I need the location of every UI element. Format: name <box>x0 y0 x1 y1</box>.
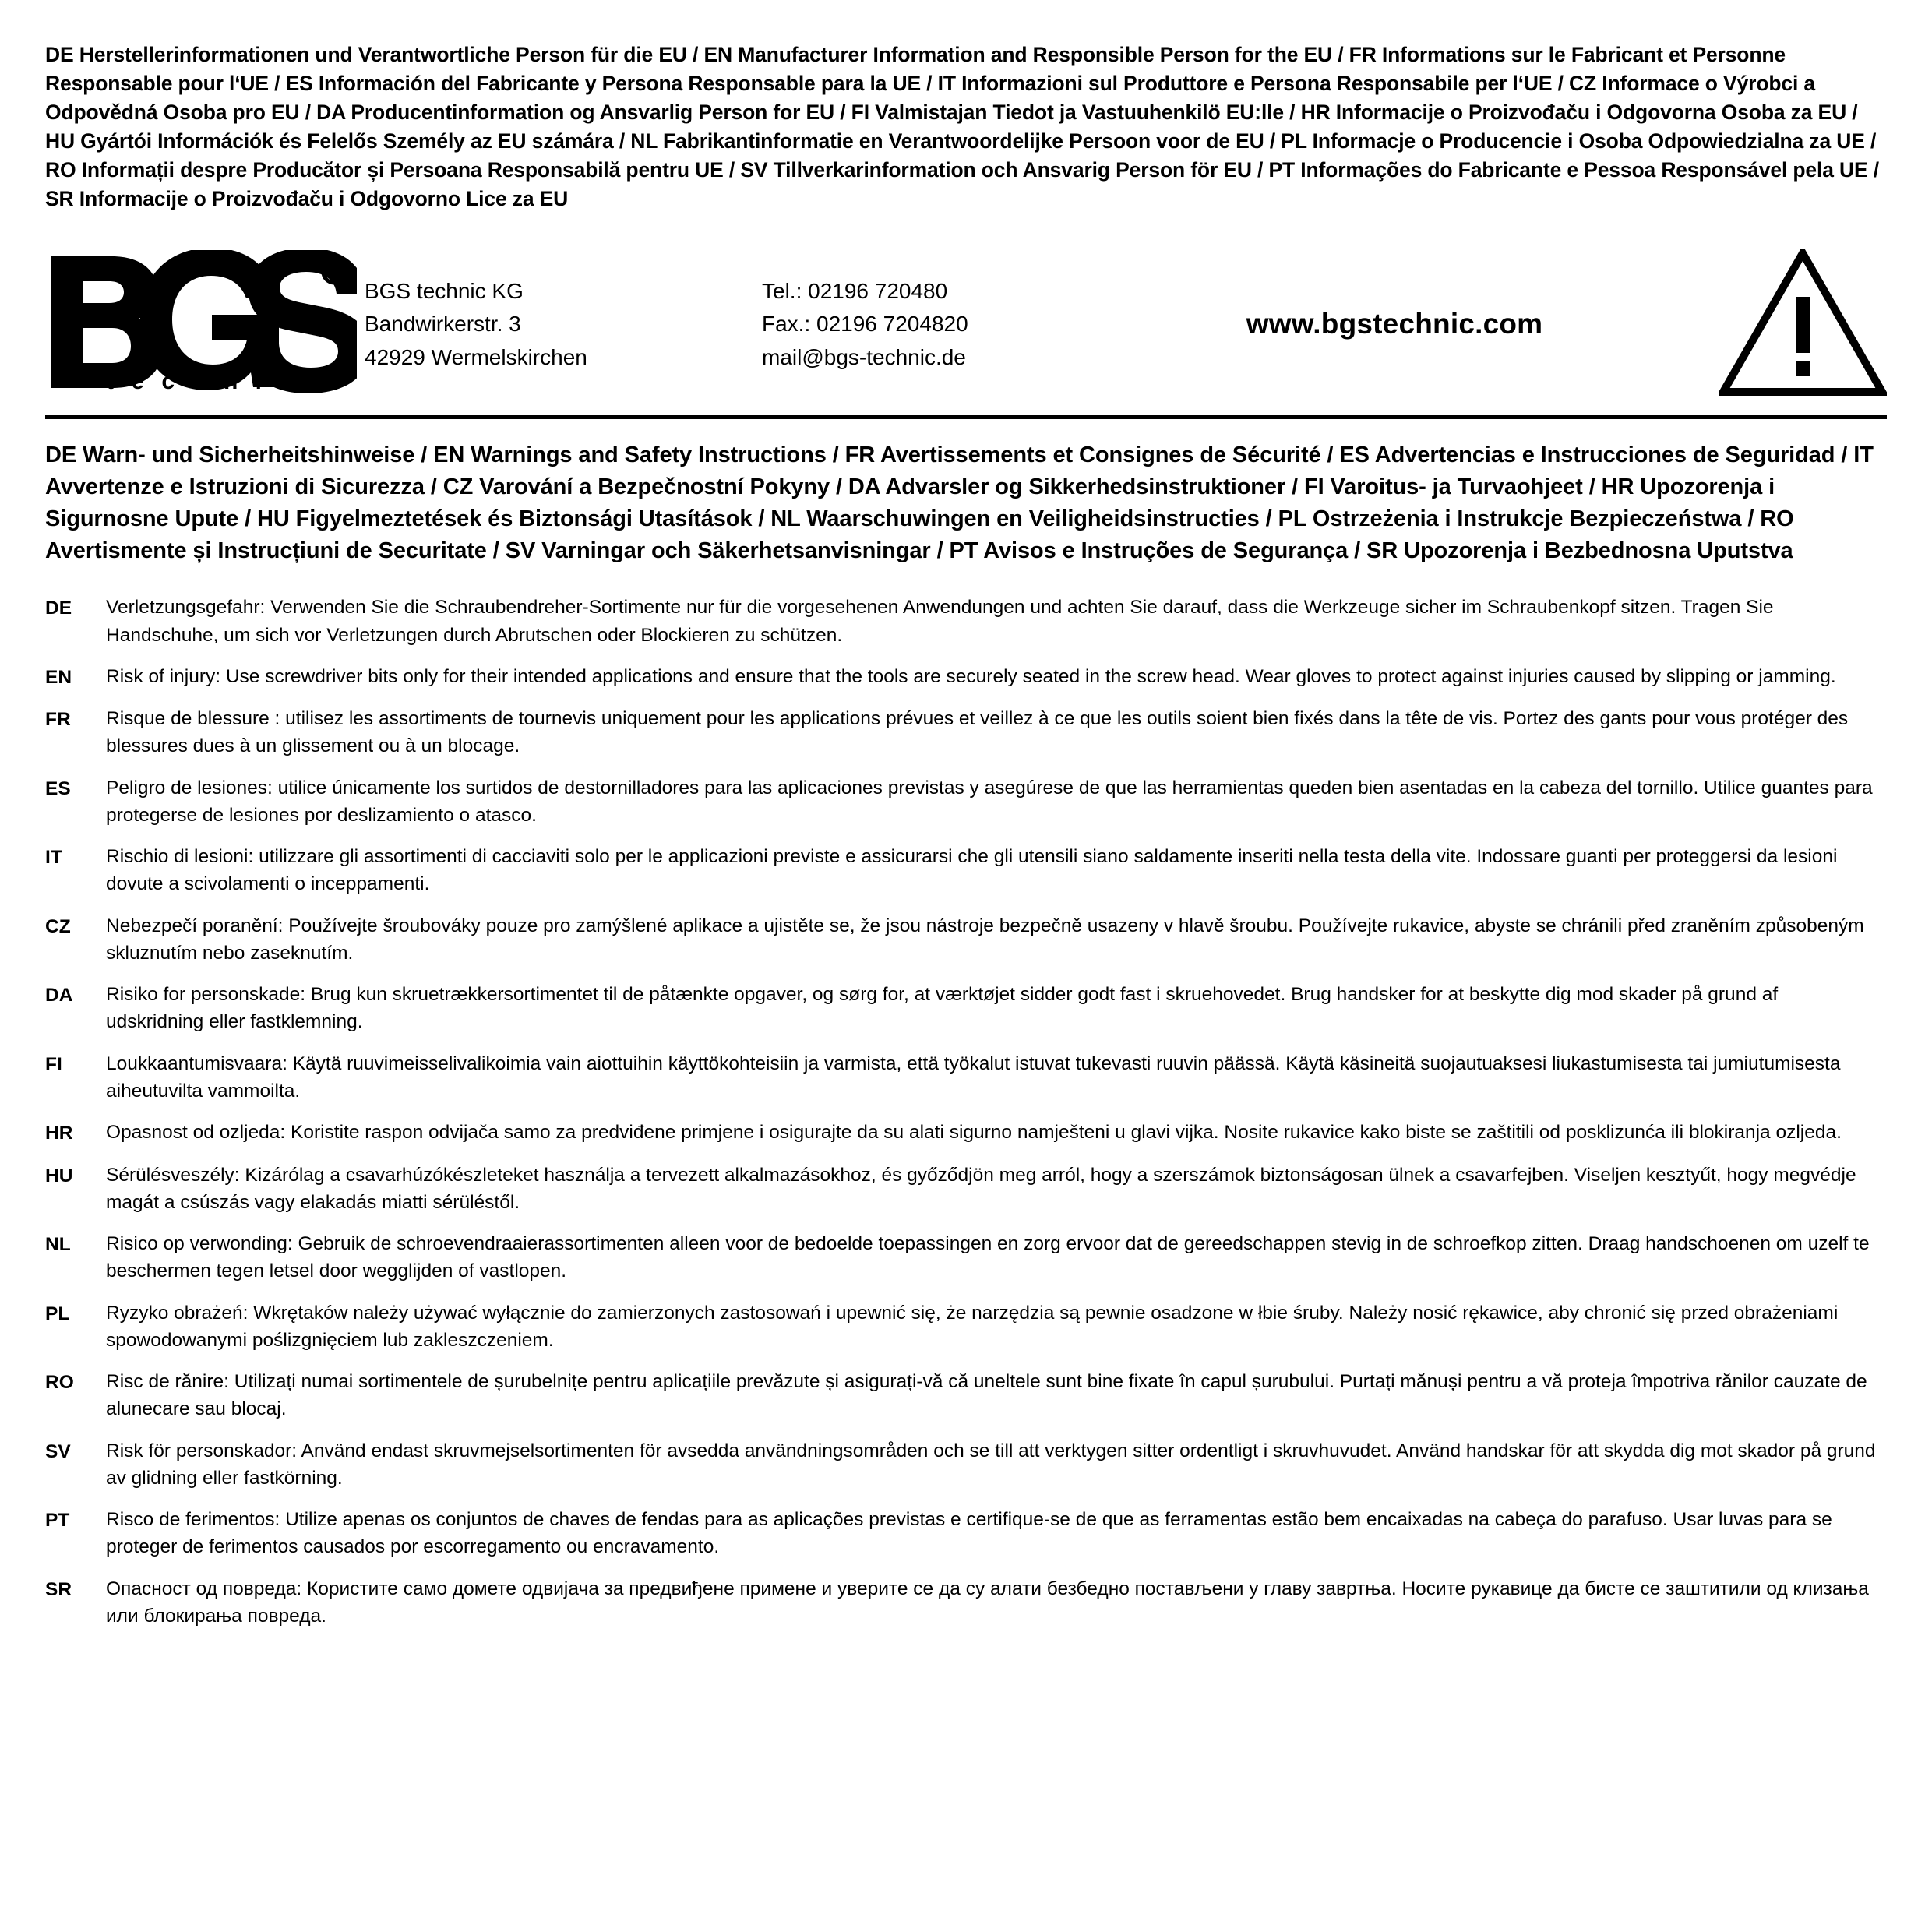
manufacturer-block <box>45 236 1887 412</box>
language-code: ES <box>45 777 71 799</box>
company-tel: Tel.: 02196 720480 <box>762 278 948 303</box>
warning-item-en <box>45 663 1887 691</box>
warning-text: Loukkaantumisvaara: Käytä ruuvimeisselivalikoimia vain aiottuihin käyttökohteisiin ja varmista, että työkalut istuvat tukevasti ruuvin päässä. Käytä käsineitä suojautuaksesi liukastumisesta tai jumiutumisesta aiheutuvilta vammoilta. <box>106 1052 1841 1102</box>
warning-triangle-icon <box>1700 249 1887 397</box>
warning-item-pt <box>45 1506 1887 1561</box>
company-website[interactable]: www.bgstechnic.com <box>1246 307 1543 340</box>
warning-item-fr <box>45 705 1887 760</box>
manufacturer-info-heading: DE Herstellerinformationen und Verantwortliche Person für die EU / EN Manufacturer Information and Responsible Person for the EU / FR Informations sur le Fabricant et Personne Responsable pour l‘UE / ES Información del Fabricante y Persona Responsable para la UE / IT Informazioni sul Produttore e Persona Responsabile per l‘UE / CZ Informace o Výrobci a Odpovědná Osoba pro EU / DA Producentinformation og Ansvarlig Person for EU / FI Valmistajan Tiedot ja Vastuuhenkilö EU:lle / HR Informacije o Proizvođaču i Odgovorna Osoba za EU / HU Gyártói Információk és Felelős Személy az EU számára / NL Fabrikantinformatie en Verantwoordelijke Persoon voor de EU / PL Informacje o Producencie i Osoba Odpowiedzialna za UE / RO Informații despre Producător și Persoana Responsabilă pentru UE / SV Tillverkarinformation och Ansvarig Person för EU / PT Informações do Fabricante e Pessoa Responsável pela UE / SR Informacije o Proizvođaču i Odgovorno Lice za EU <box>45 43 1879 211</box>
bgs-logo <box>45 250 365 394</box>
warning-item-fi <box>45 1050 1887 1105</box>
warning-item-hr <box>45 1119 1887 1147</box>
warnings-heading: DE Warn- und Sicherheitshinweise / EN Warnings and Safety Instructions / FR Avertissements et Consignes de Sécurité / ES Advertencias e Instrucciones de Seguridad / IT Avvertenze e Istruzioni di Sicurezza / CZ Varování a Bezpečnostní Pokyny / DA Advarsler og Sikkerhedsinstruktioner / FI Varoitus- ja Turvaohjeet / HR Upozorenja i Sigurnosne Upute / HU Figyelmeztetések és Biztonsági Utasítások / NL Waarschuwingen en Veiligheidsinstructies / PL Ostrzeżenia i Instrukcje Bezpieczeństwa / RO Avertismente și Instrucțiuni de Securitate / SV Varningar och Säkerhetsanvisningar / PT Avisos e Instruções de Segurança / SR Upozorenja i Bezbednosna Uputstva <box>45 442 1874 564</box>
svg-text:t e c h n i c: t e c h n i c <box>106 368 298 395</box>
language-code: CZ <box>45 915 71 937</box>
company-street: Bandwirkerstr. 3 <box>365 312 521 337</box>
company-contact <box>762 270 1089 375</box>
company-address <box>365 270 762 375</box>
language-code: NL <box>45 1234 71 1256</box>
warning-text: Risico op verwonding: Gebruik de schroevendraaierassortimenten alleen voor de bedoelde toepassingen en zorg ervoor dat de gereedschappen stevig in de schroefkop zitten. Draag handschoenen om uzelf te beschermen tegen letsel door wegglijden of vastlopen. <box>106 1233 1870 1282</box>
warning-text: Nebezpečí poranění: Používejte šroubováky pouze pro zamýšlené aplikace a ujistěte se, že jsou nástroje bezpečně usazeny v hlavě šroubu. Používejte rukavice, abyste se chránili před zraněním způsobeným skluznutím nebo zaseknutím. <box>106 915 1864 964</box>
language-code: DE <box>45 598 72 619</box>
language-code: HU <box>45 1165 73 1186</box>
language-code: DA <box>45 985 73 1007</box>
warning-text: Risk of injury: Use screwdriver bits only for their intended applications and ensure that the tools are securely seated in the screw head. Wear gloves to protect against injuries caused by slipping or jamming. <box>106 665 1836 687</box>
warning-text: Peligro de lesiones: utilice únicamente los surtidos de destornilladores para las aplicaciones previstas y asegúrese de que las herramientas queden bien asentadas en la cabeza del tornillo. Utilice guantes para protegerse de lesiones por deslizamiento o atasco. <box>106 777 1873 826</box>
language-code: PL <box>45 1303 70 1324</box>
company-city: 42929 Wermelskirchen <box>365 344 587 369</box>
company-email[interactable]: mail@bgs-technic.de <box>762 344 966 369</box>
language-code: PT <box>45 1510 70 1532</box>
company-fax: Fax.: 02196 7204820 <box>762 312 968 337</box>
warning-item-es <box>45 774 1887 830</box>
warning-item-sr <box>45 1575 1887 1631</box>
language-code: HR <box>45 1123 73 1144</box>
warning-text: Risque de blessure : utilisez les assortiments de tournevis uniquement pour les applications prévues et veillez à ce que les outils soient bien fixés dans la tête de vis. Portez des gants pour vous protéger des blessures dues à un glissement ou à un blocage. <box>106 708 1849 757</box>
warning-item-nl <box>45 1230 1887 1285</box>
warning-text: Risiko for personskade: Brug kun skruetrækkersortimentet til de påtænkte opgaver, og sørg for, at værktøjet sidder godt fast i skruehovedet. Brug handsker for at beskytte dig mod skader på grund af udskridning eller fastklemning. <box>106 984 1779 1033</box>
header-divider <box>45 415 1887 419</box>
warning-text: Opasnost od ozljeda: Koristite raspon odvijača samo za predviđene primjene i osigurajte da su alati sigurno namješteni u glavi vijka. Nosite rukavice kako biste se zaštitili od posklizunća ili blokiranja ozljeda. <box>106 1122 1842 1144</box>
warning-text: Rischio di lesioni: utilizzare gli assortimenti di cacciaviti solo per le applicazioni previste e assicurarsi che gli utensili siano saldamente inseriti nella testa della vite. Indossare guanti per proteggersi da lesioni dovute a scivolamenti o inceppamenti. <box>106 846 1838 895</box>
warning-text: Verletzungsgefahr: Verwenden Sie die Schraubendreher-Sortimente nur für die vorgesehenen Anwendungen und achten Sie darauf, dass die Werkzeuge sicher im Schraubenkopf sitzen. Tragen Sie Handschuhe, um sich vor Verletzungen durch Abrutschen oder Blockieren zu schützen. <box>106 597 1774 646</box>
warning-item-it <box>45 843 1887 898</box>
language-code: FI <box>45 1053 62 1075</box>
warning-item-de <box>45 594 1887 649</box>
warning-item-cz <box>45 912 1887 968</box>
warning-item-hu <box>45 1162 1887 1217</box>
warning-text: Risk för personskador: Använd endast skruvmejselsortimenten för avsedda användningsområden och se till att verktygen sitter ordentligt i skruvhuvudet. Använd handskar för att skydda dig mot skador på grund av glidning eller fastkörning. <box>106 1440 1876 1489</box>
warning-text: Risco de ferimentos: Utilize apenas os conjuntos de chaves de fendas para as aplicações previstas e certifique-se de que as ferramentas estão bem encaixadas na cabeça do parafuso. Usar luvas para se proteger de ferimentos causados por escorregamento ou encravamento. <box>106 1509 1832 1558</box>
warning-text: Ryzyko obrażeń: Wkrętaków należy używać wyłącznie do zamierzonych zastosowań i upewnić się, że narzędzia są pewnie osadzone w łbie śruby. Należy nosić rękawice, aby chronić się przed obrażeniami spowodowanymi poślizgnięciem lub zakleszczeniem. <box>106 1302 1839 1351</box>
warning-item-ro <box>45 1368 1887 1423</box>
warning-text: Sérülésveszély: Kizárólag a csavarhúzókészleteket használja a tervezett alkalmazásokhoz, és győződjön meg arról, hogy a szerszámok biztonságosan ülnek a csavarfejben. Viseljen kesztyűt, hogy megvédje magát a csúszás vagy elakadás miatti sérüléstől. <box>106 1164 1856 1213</box>
language-code: SR <box>45 1578 72 1600</box>
company-name: BGS technic KG <box>365 278 524 303</box>
warning-list <box>45 594 1887 1630</box>
language-code: EN <box>45 666 72 688</box>
warning-text: Risc de rănire: Utilizați numai sortimentele de șurubelnițe pentru aplicațiile prevăzute și asigurați-vă că uneltele sunt bine fixate în capul șurubului. Purtați mănuși pentru a vă proteja împotriva rănilor cauzate de alunecare sau blocaj. <box>106 1371 1867 1420</box>
language-code: IT <box>45 847 62 869</box>
warning-item-pl <box>45 1299 1887 1355</box>
language-code: SV <box>45 1440 71 1462</box>
warning-item-sv <box>45 1437 1887 1493</box>
language-code: FR <box>45 709 71 731</box>
svg-text:R: R <box>329 265 340 281</box>
warning-item-da <box>45 981 1887 1036</box>
language-code: RO <box>45 1372 74 1394</box>
warning-text: Опасност од повреда: Користите само домете одвијача за предвиђене примене и уверите се да су алати безбедно постављени у главу завртња. Носите рукавице да бисте се заштитили од клизања или блокирања повреда. <box>106 1578 1869 1627</box>
